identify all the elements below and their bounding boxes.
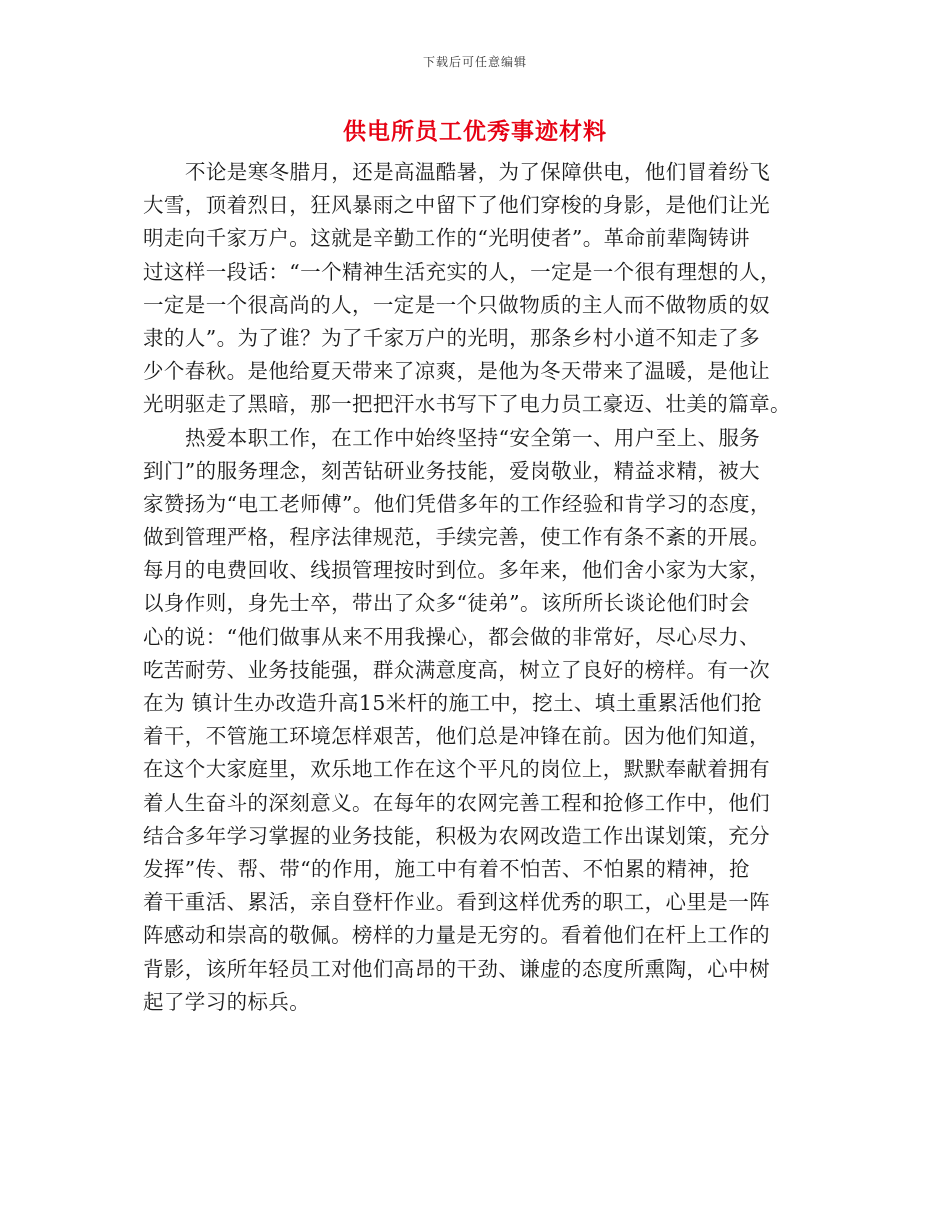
text-line: 发挥”传、帮、带“的作用，施工中有着不怕苦、不怕累的精神，抢 [143,856,750,881]
text-line: 家赞扬为“电工老师傅”。他们凭借多年的工作经验和肯学习的态度， [143,491,771,516]
text-line: 着人生奋斗的深刻意义。在每年的农网完善工程和抢修工作中，他们 [143,790,770,815]
text-line: 结合多年学习掌握的业务技能，积极为农网改造工作出谋划策，充分 [143,823,770,848]
text-line: 明走向千家万户。这就是辛勤工作的“光明使者”。革命前辈陶铸讲 [143,226,750,251]
text-line: 少个春秋。是他给夏天带来了凉爽，是他为冬天带来了温暖，是他让 [143,359,770,384]
text-line: 着干，不管施工环境怎样艰苦，他们总是冲锋在前。因为他们知道， [143,724,770,749]
paragraph-1 [143,156,813,422]
text-line: 隶的人”。为了谁？为了千家万户的光明，那条乡村小道不知走了多 [143,325,760,350]
text-line: 心的说：“他们做事从来不用我操心，都会做的非常好，尽心尽力、 [143,624,760,649]
header-note: 下载后可任意编辑 [422,55,527,69]
text-line: 背影，该所年轻员工对他们高昂的干劲、谦虚的态度所熏陶，心中树 [143,956,770,981]
text-line: 在这个大家庭里，欢乐地工作在这个平凡的岗位上，默默奉献着拥有 [143,757,770,782]
text-line: 到门”的服务理念，刻苦钻研业务技能，爱岗敬业，精益求精，被大 [143,458,760,483]
document-title: 供电所员工优秀事迹材料 [343,118,607,145]
text-line: 大雪，顶着烈日，狂风暴雨之中留下了他们穿梭的身影，是他们让光 [143,193,770,218]
text-line: 在为 镇计生办改造升高15米杆的施工中，挖土、填土重累活他们抢 [143,691,762,715]
document-body [143,156,813,1019]
text-line: 着干重活、累活，亲自登杆作业。看到这样优秀的职工，心里是一阵 [143,890,770,915]
text-line: 过这样一段话：“一个精神生活充实的人，一定是一个很有理想的人， [143,259,781,284]
text-line: 吃苦耐劳、业务技能强，群众满意度高，树立了良好的榜样。有一次 [143,657,770,682]
text-line: 起了学习的标兵。 [143,989,311,1014]
text-line: 热爱本职工作，在工作中始终坚持“安全第一、用户至上、服务 [185,425,761,450]
paragraph-2 [143,422,813,1019]
text-line: 以身作则，身先士卒，带出了众多“徒弟”。该所所长谈论他们时会 [143,591,750,616]
text-line: 阵感动和崇高的敬佩。榜样的力量是无穷的。看着他们在杆上工作的 [143,923,770,948]
text-line: 每月的电费回收、线损管理按时到位。多年来，他们舍小家为大家， [143,558,770,583]
text-line: 做到管理严格，程序法律规范，手续完善，使工作有条不紊的开展。 [143,525,770,550]
text-line: 光明驱走了黑暗，那一把把汗水书写下了电力员工豪迈、壮美的篇章。 [143,392,791,417]
text-line: 不论是寒冬腊月，还是高温酷暑，为了保障供电，他们冒着纷飞 [185,160,771,184]
text-line: 一定是一个很高尚的人，一定是一个只做物质的主人而不做物质的奴 [143,292,770,317]
